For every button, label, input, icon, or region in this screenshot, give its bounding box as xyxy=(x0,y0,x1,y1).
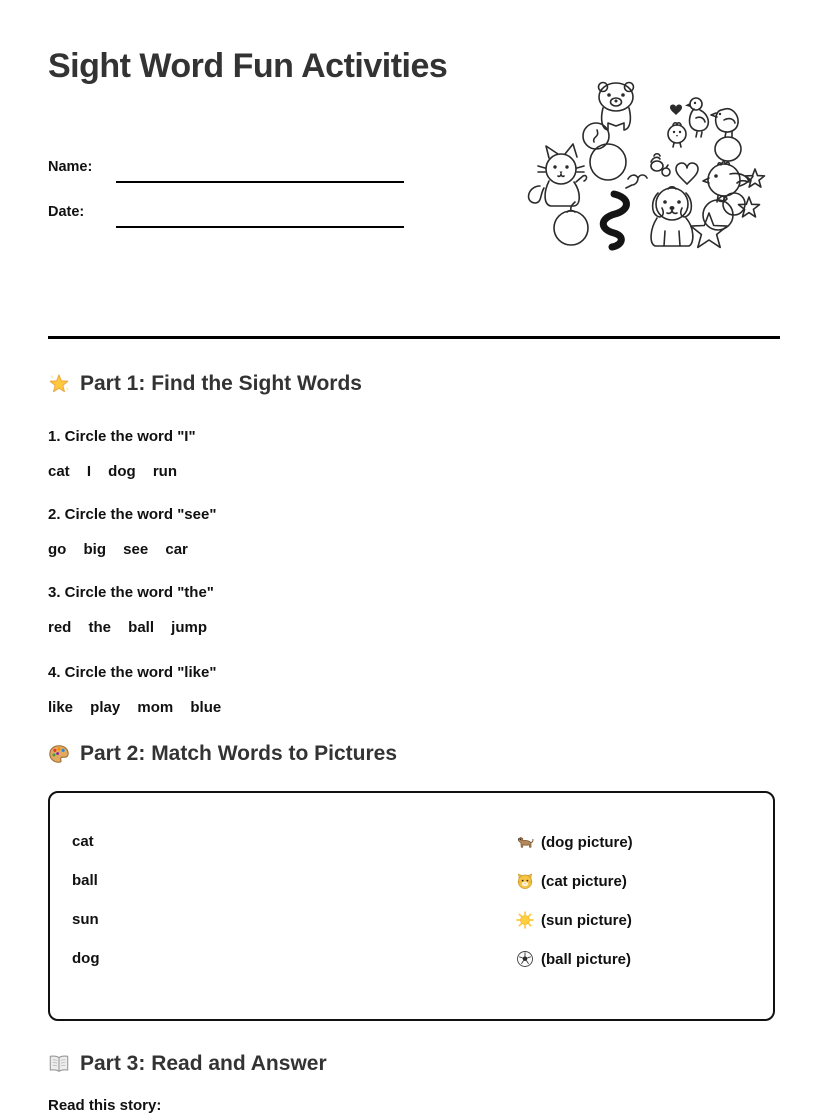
sun-emoji-icon xyxy=(516,911,534,929)
match-word: cat xyxy=(72,833,94,850)
part1-heading-text: Part 1: Find the Sight Words xyxy=(80,372,362,395)
glowing-star-icon xyxy=(48,373,70,395)
part3-heading-text: Part 3: Read and Answer xyxy=(80,1052,327,1075)
match-picture-label: (cat picture) xyxy=(541,872,627,890)
exercise-4-words: like play mom blue xyxy=(48,699,222,716)
exercise-4-prompt: 4. Circle the word "like" xyxy=(48,664,217,681)
part1-heading xyxy=(48,372,362,396)
match-picture xyxy=(516,950,631,968)
match-row xyxy=(72,872,751,892)
name-blank-line xyxy=(116,181,404,183)
match-picture-label: (ball picture) xyxy=(541,950,632,968)
match-row xyxy=(72,911,751,931)
section-divider xyxy=(48,336,780,339)
match-picture xyxy=(516,911,632,929)
date-label: Date: xyxy=(48,204,85,220)
date-blank-line xyxy=(116,226,404,228)
exercise-1-prompt: 1. Circle the word "I" xyxy=(48,428,196,445)
match-box xyxy=(48,791,775,1021)
name-label: Name: xyxy=(48,159,93,175)
exercise-2-prompt: 2. Circle the word "see" xyxy=(48,506,217,523)
cat-face-emoji-icon xyxy=(516,872,534,890)
page-title: Sight Word Fun Activities xyxy=(48,47,448,85)
read-story-label: Read this story: xyxy=(48,1097,162,1114)
palette-icon xyxy=(48,743,70,765)
match-word: dog xyxy=(72,950,100,967)
exercise-3-words: red the ball jump xyxy=(48,619,208,636)
match-row xyxy=(72,950,751,970)
match-picture-label: (sun picture) xyxy=(541,911,632,929)
animal-doodles-icon xyxy=(504,76,766,260)
part2-heading-text: Part 2: Match Words to Pictures xyxy=(80,742,398,765)
part2-heading xyxy=(48,742,397,766)
part3-heading xyxy=(48,1052,327,1076)
exercise-2-words: go big see car xyxy=(48,541,188,558)
animal-doodles-illustration xyxy=(504,76,766,265)
match-picture-label: (dog picture) xyxy=(541,833,633,851)
exercise-1-words: cat I dog run xyxy=(48,463,177,480)
match-picture xyxy=(516,872,627,890)
match-word: sun xyxy=(72,911,99,928)
match-word: ball xyxy=(72,872,98,889)
open-book-icon xyxy=(48,1053,70,1075)
match-row xyxy=(72,833,751,853)
soccer-ball-emoji-icon xyxy=(516,950,534,968)
dog-emoji-icon xyxy=(516,833,534,851)
exercise-3-prompt: 3. Circle the word "the" xyxy=(48,584,214,601)
match-picture xyxy=(516,833,633,851)
